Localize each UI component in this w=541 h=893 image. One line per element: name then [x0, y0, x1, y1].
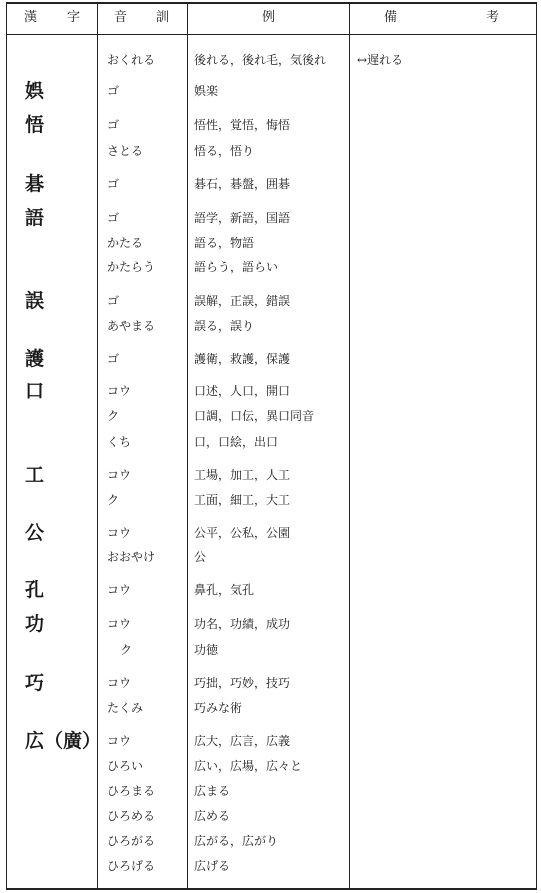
header-rei: 例 [262, 10, 276, 25]
row-example: 悟性，覚悟，悔悟 [194, 118, 291, 132]
row-kanji: 公 [25, 522, 45, 544]
row-kanji: 誤 [25, 290, 45, 312]
row-onkun: かたらう [107, 260, 156, 274]
row-onkun: さとる [107, 144, 144, 158]
header-onkun-char-2: 訓 [156, 10, 170, 25]
row-example: 公 [194, 550, 207, 564]
row-onkun: ひろがる [107, 834, 156, 848]
row-kanji: 碁 [25, 173, 45, 195]
row-example: 工場，加工，人工 [194, 468, 291, 482]
row-example: 工面，細工，大工 [194, 493, 291, 507]
row-onkun: コウ [107, 734, 132, 748]
row-example: 後れる，後れ毛，気後れ [194, 53, 327, 67]
column-rule-3 [349, 2, 350, 890]
row-onkun: ひろい [107, 759, 144, 773]
row-example: 語らう，語らい [194, 260, 279, 274]
row-onkun: たくみ [107, 701, 144, 715]
row-example: 広い，広場，広々と [194, 759, 303, 773]
row-kanji: 護 [25, 348, 45, 370]
row-onkun: ゴ [107, 352, 120, 366]
row-kanji: 口 [25, 380, 45, 402]
row-example: 碁石，碁盤，囲碁 [194, 177, 291, 191]
row-onkun: おくれる [107, 53, 156, 67]
row-onkun: ひろげる [107, 859, 156, 873]
row-onkun: くち [107, 435, 132, 449]
column-rule-1 [97, 2, 98, 890]
row-onkun: ゴ [107, 118, 120, 132]
row-example: 広まる [194, 784, 231, 798]
row-example: 広める [194, 809, 231, 823]
row-example: 公平，公私，公園 [194, 526, 291, 540]
row-example: 広げる [194, 859, 231, 873]
row-onkun: コウ [107, 676, 132, 690]
row-onkun: おおやけ [107, 550, 156, 564]
row-example: 功徳 [194, 643, 219, 657]
row-onkun: ひろめる [107, 809, 156, 823]
row-kanji: 広（廣） [25, 730, 102, 752]
row-kanji: 功 [25, 613, 45, 635]
row-example: 護衛，救護，保護 [194, 352, 291, 366]
row-example: 鼻孔，気孔 [194, 583, 255, 597]
table-top-border [6, 2, 537, 4]
row-example: 広がる，広がり [194, 834, 279, 848]
row-onkun: ひろまる [107, 784, 156, 798]
row-example: 広大，広言，広義 [194, 734, 291, 748]
row-kanji: 工 [25, 464, 45, 486]
row-example: 功名，功績，成功 [194, 617, 291, 631]
header-kanji-char-2: 字 [67, 10, 81, 25]
header-kanji-char-1: 漢 [24, 10, 38, 25]
row-example: 誤る，誤り [194, 319, 255, 333]
row-onkun: ゴ [107, 84, 120, 98]
row-example: 誤解，正誤，錯誤 [194, 294, 291, 308]
row-example: 悟る，悟り [194, 144, 255, 158]
row-example: 口調，口伝，異口同音 [194, 409, 315, 423]
row-example: 娯楽 [194, 84, 219, 98]
row-onkun: ゴ [107, 211, 120, 225]
row-onkun: ゴ [107, 294, 120, 308]
row-onkun: かたる [107, 236, 144, 250]
column-rule-right [536, 2, 537, 890]
row-example: 口，口絵，出口 [194, 435, 279, 449]
row-kanji: 孔 [25, 579, 45, 601]
header-biko-char-1: 備 [384, 10, 398, 25]
row-kanji: 語 [25, 207, 45, 229]
header-biko-char-2: 考 [486, 10, 500, 25]
header-divider [6, 34, 537, 35]
row-onkun: コウ [107, 583, 132, 597]
row-kanji: 悟 [25, 114, 45, 136]
row-kanji: 娯 [25, 80, 45, 102]
row-onkun: コウ [107, 384, 132, 398]
column-rule-left [6, 2, 7, 890]
row-example: 口述，人口，開口 [194, 384, 291, 398]
row-kanji: 巧 [25, 672, 45, 694]
row-onkun: ゴ [107, 177, 120, 191]
row-example: 語る，物語 [194, 236, 255, 250]
row-onkun: ク [120, 643, 133, 657]
column-rule-2 [187, 2, 188, 890]
header-onkun-char-1: 音 [114, 10, 128, 25]
row-example: 巧みな術 [194, 701, 243, 715]
row-onkun: コウ [107, 617, 132, 631]
table-bottom-border [6, 888, 537, 890]
row-onkun: あやまる [107, 319, 156, 333]
row-onkun: ク [107, 493, 120, 507]
row-note: ↔遅れる [357, 53, 404, 67]
row-onkun: コウ [107, 468, 132, 482]
row-onkun: ク [107, 409, 120, 423]
row-onkun: コウ [107, 526, 132, 540]
row-example: 巧拙，巧妙，技巧 [194, 676, 291, 690]
row-example: 語学，新語，国語 [194, 211, 291, 225]
